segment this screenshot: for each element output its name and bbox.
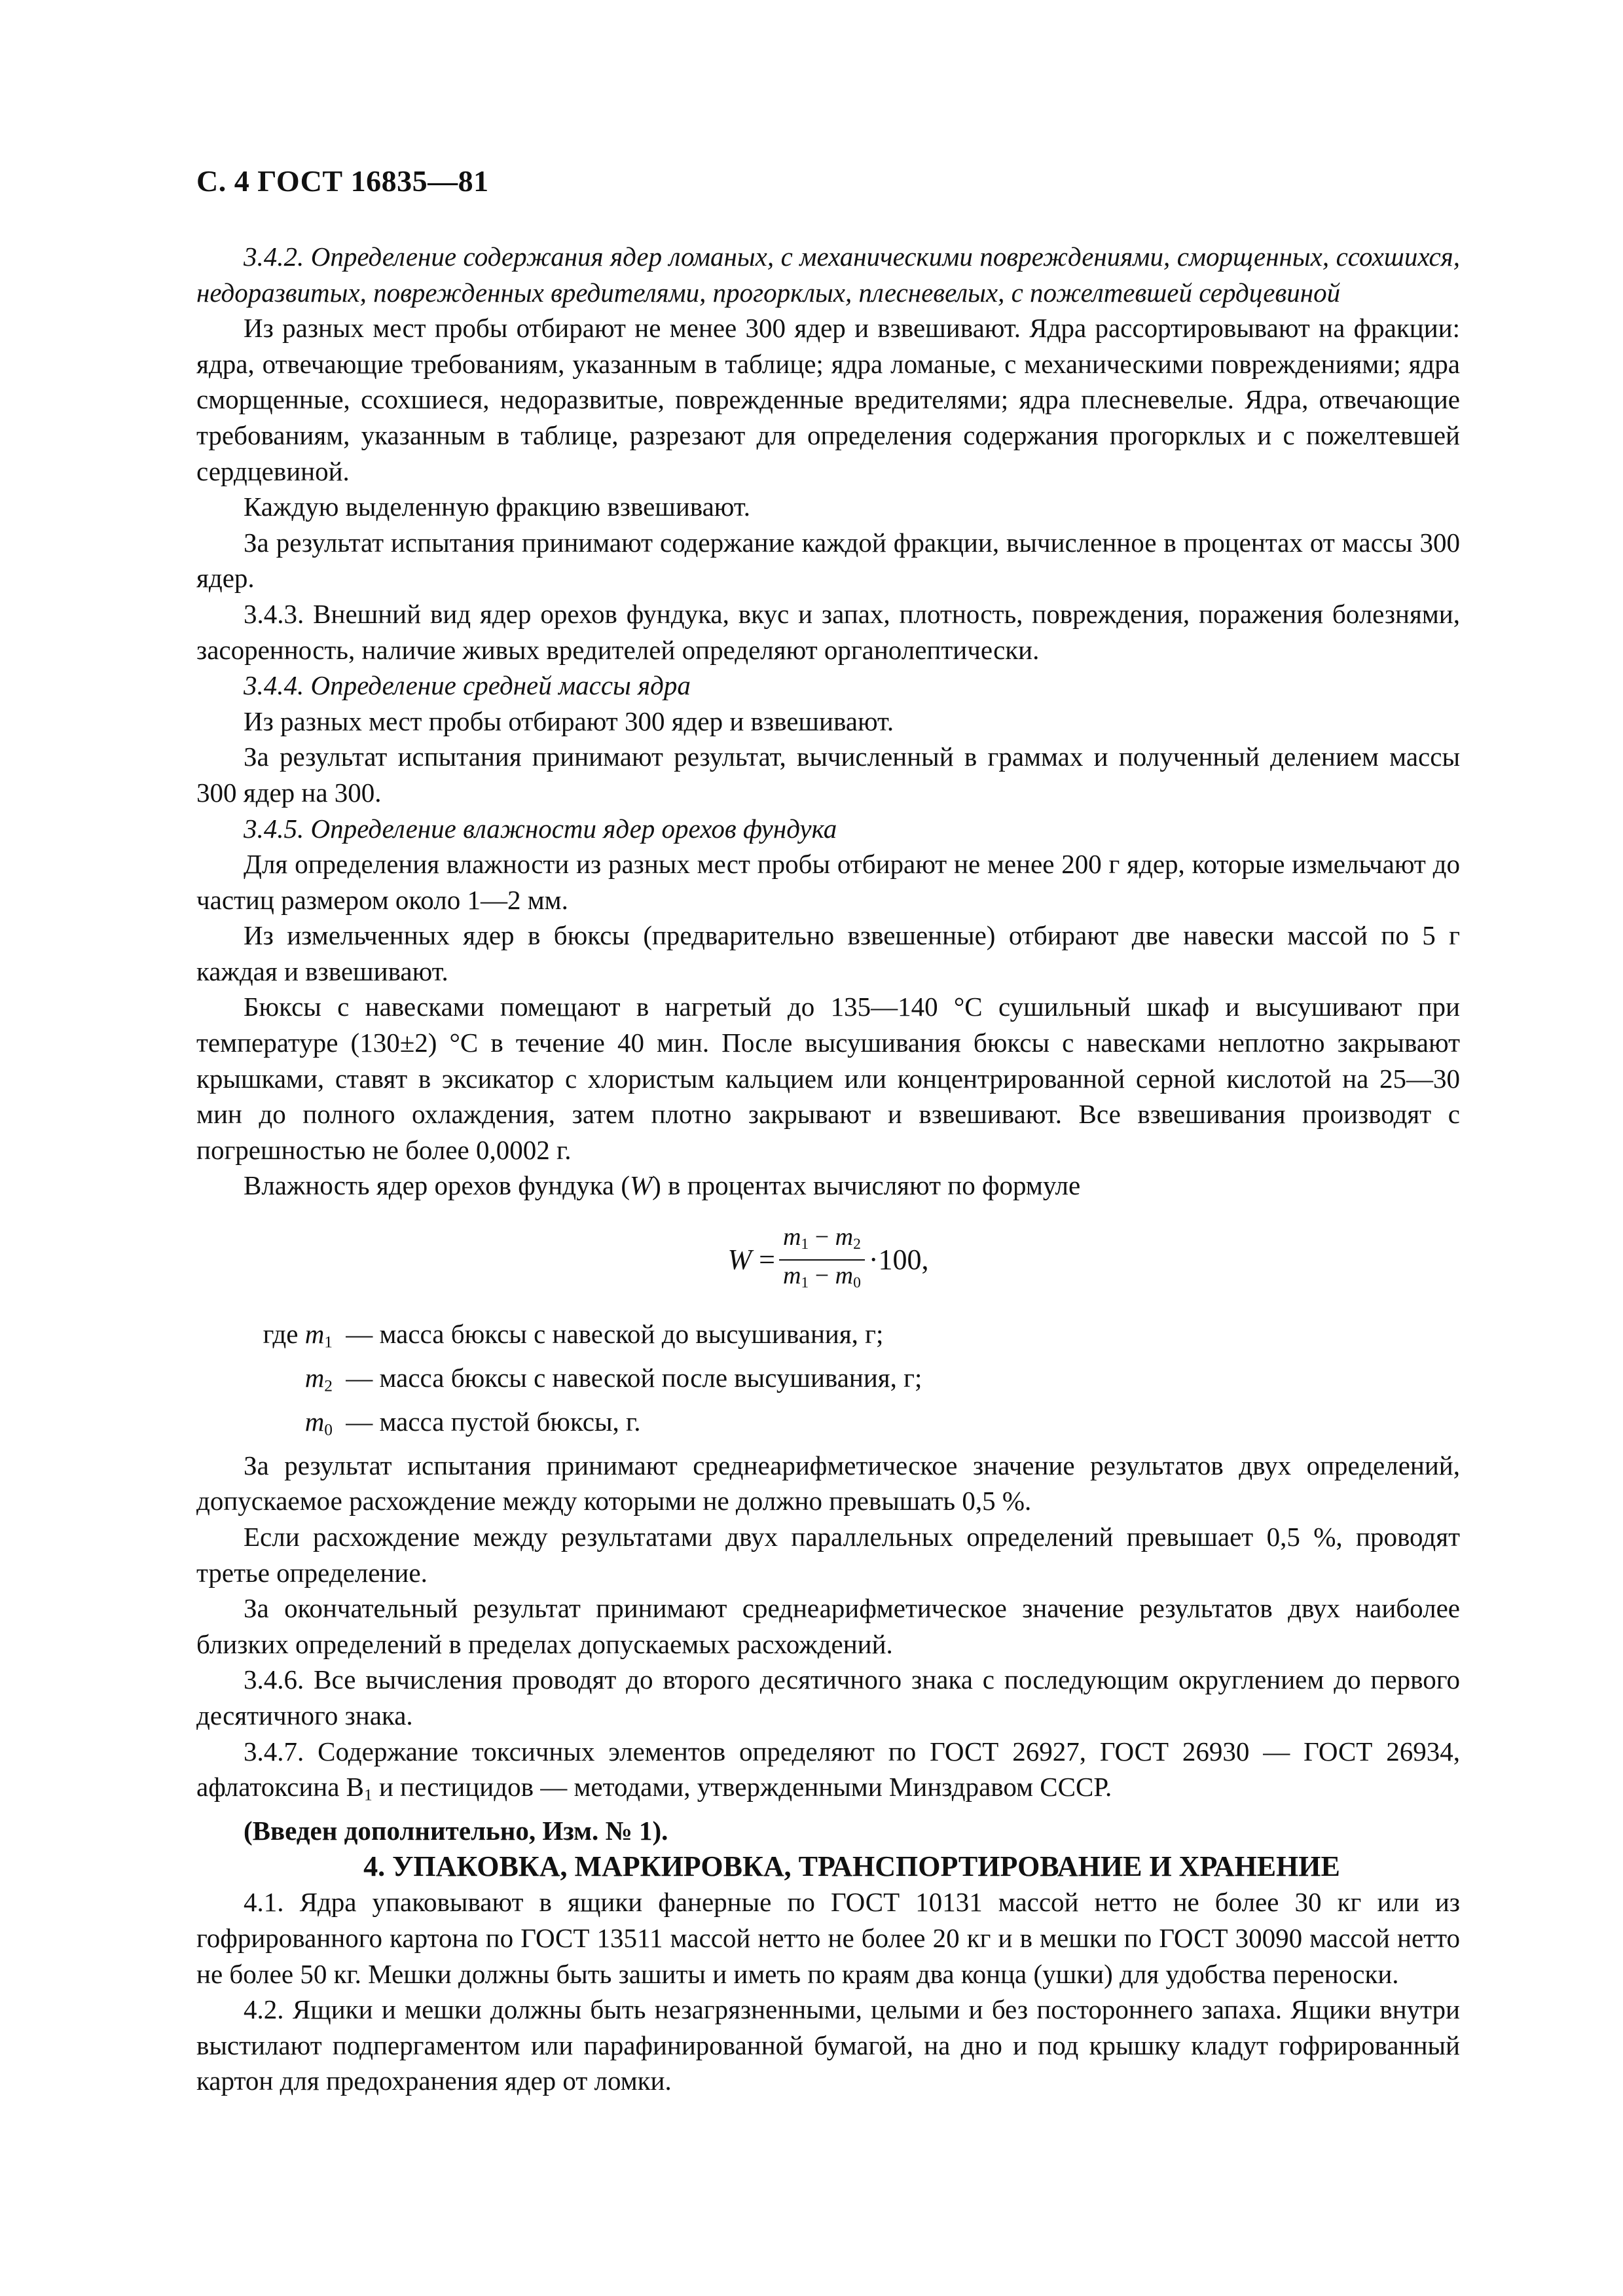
paragraph: За результат испытания принимают результат, вычисленный в граммах и полученный делением массы 300 ядер на 300. bbox=[196, 742, 1460, 808]
paragraph: За окончательный результат принимают среднеарифметическое значение результатов двух наиболее близких определений в пределах допускаемых расхождений. bbox=[196, 1593, 1460, 1659]
formula-numerator: $m_1 - m_2$ bbox=[779, 1222, 865, 1261]
formula-denominator: $m_1 - m_0$ bbox=[782, 1262, 861, 1291]
paragraph: Из измельченных ядер в бюксы (предварительно взвешенные) отбирают две навески массой по 5 г каждая и взвешивают. bbox=[196, 920, 1460, 986]
amendment-note: (Введен дополнительно, Изм. № 1). bbox=[244, 1816, 668, 1846]
formula-tail: ·100, bbox=[868, 1243, 929, 1276]
paragraph: За результат испытания принимают содержание каждой фракции, вычисленное в процентах от массы 300 ядер. bbox=[196, 527, 1460, 594]
clause-3-4-7: 3.4.7. Содержание токсичных элементов определяют по ГОСТ 26927, ГОСТ 26930 — ГОСТ 26934, афлатоксина $В_1$ и пестицидов — методами, утвержденными Минздравом СССР. bbox=[196, 1736, 1460, 1804]
paragraph: Из разных мест пробы отбирают 300 ядер и взвешивают. bbox=[244, 706, 894, 736]
legend-row: $m_0$ — масса пустой бюксы, г. bbox=[196, 1404, 1460, 1448]
formula-fraction bbox=[779, 1222, 865, 1298]
clause-3-4-6: 3.4.6. Все вычисления проводят до второго десятичного знака с последующим округлением до первого десятичного знака. bbox=[196, 1664, 1460, 1731]
clause-3-4-2-heading: 3.4.2. Определение содержания ядер ломаных, с механическими повреждениями, сморщенных, ссохшихся, недоразвитых, поврежденных вредителями, прогорклых, плесневелых, с пожелтевшей сердцевиной bbox=[196, 242, 1460, 308]
paragraph: Если расхождение между результатами двух параллельных определений превышает 0,5 %, проводят третье определение. bbox=[196, 1522, 1460, 1588]
clause-4-1: 4.1. Ядра упаковывают в ящики фанерные по ГОСТ 10131 массой нетто не более 30 кг или из гофрированного картона по ГОСТ 13511 массой нетто не более 20 кг и в мешки по ГОСТ 30090 массой нетто не более 50 кг. Мешки должны быть зашиты и иметь по краям два конца (ушки) для удобства переноски. bbox=[196, 1887, 1460, 1989]
legend-text: — масса бюксы с навеской до высушивания, г; bbox=[339, 1319, 884, 1350]
formula-intro-var: W bbox=[629, 1170, 653, 1201]
paragraph: Бюксы с навесками помещают в нагретый до 135—140 °С сушильный шкаф и высушивают при температуре (130±2) °С в течение 40 мин. После высушивания бюксы с навесками неплотно закрывают крышками, ставят в эксикатор с хлористым кальцием или концентрированной серной кислотой на 25—30 мин до полного охлаждения, затем плотно закрывают и взвешивают. Все взвешивания производят с погрешностью не более 0,0002 г. bbox=[196, 992, 1460, 1165]
formula-equals: = bbox=[752, 1243, 775, 1276]
clause-3-4-5-heading: 3.4.5. Определение влажности ядер орехов фундука bbox=[244, 813, 837, 844]
section-4-title: 4. УПАКОВКА, МАРКИРОВКА, ТРАНСПОРТИРОВАНИЕ И ХРАНЕНИЕ bbox=[363, 1850, 1340, 1882]
legend-text: — масса бюксы с навеской после высушивания, г; bbox=[339, 1362, 922, 1393]
formula-intro-pre: Влажность ядер орехов фундука ( bbox=[244, 1170, 630, 1201]
paragraph: Для определения влажности из разных мест пробы отбирают не менее 200 г ядер, которые измельчают до частиц размером около 1—2 мм. bbox=[196, 849, 1460, 915]
formula-lhs: W bbox=[727, 1243, 752, 1276]
clause-3-4-4-heading: 3.4.4. Определение средней массы ядра bbox=[244, 670, 691, 701]
paragraph: Из разных мест пробы отбирают не менее 300 ядер и взвешивают. Ядра рассортировывают на фракции: ядра, отвечающие требованиям, указанным в таблице; ядра ломаные, с механическими повреждениями; ядра сморщенные, ссохшиеся, недоразвитые, поврежденные вредителями; ядра плесневелые. Ядра, отвечающие требованиям, указанным в таблице, разрезают для определения содержания прогорклых и с пожелтевшей сердцевиной. bbox=[196, 313, 1460, 486]
moisture-formula bbox=[196, 1204, 1460, 1316]
paragraph: Каждую выделенную фракцию взвешивают. bbox=[244, 492, 750, 522]
legend-prefix: где bbox=[263, 1319, 305, 1350]
clause-4-2: 4.2. Ящики и мешки должны быть незагрязненными, целыми и без постороннего запаха. Ящики внутри выстилают подпергаментом или парафинированной бумагой, на дно и под крышку кладут гофрированный картон для предохранения ядер от ломки. bbox=[196, 1994, 1460, 2096]
formula-legend bbox=[196, 1316, 1460, 1448]
clause-3-4-3: 3.4.3. Внешний вид ядер орехов фундука, вкус и запах, плотность, повреждения, поражения болезнями, засоренность, наличие живых вредителей определяют органолептически. bbox=[196, 598, 1460, 665]
formula-intro bbox=[196, 1168, 1460, 1204]
document-body bbox=[196, 239, 1460, 2099]
formula-intro-post: ) в процентах вычисляют по формуле bbox=[652, 1170, 1081, 1201]
legend-text: — масса пустой бюксы, г. bbox=[339, 1406, 641, 1437]
paragraph: За результат испытания принимают среднеарифметическое значение результатов двух определений, допускаемое расхождение между которыми не должно превышать 0,5 %. bbox=[196, 1450, 1460, 1516]
page-header: С. 4 ГОСТ 16835—81 bbox=[196, 164, 489, 198]
legend-row: $m_2$ — масса бюксы с навеской после высушивания, г; bbox=[196, 1360, 1460, 1404]
legend-row: где $m_1$ — масса бюксы с навеской до высушивания, г; bbox=[196, 1316, 1460, 1360]
